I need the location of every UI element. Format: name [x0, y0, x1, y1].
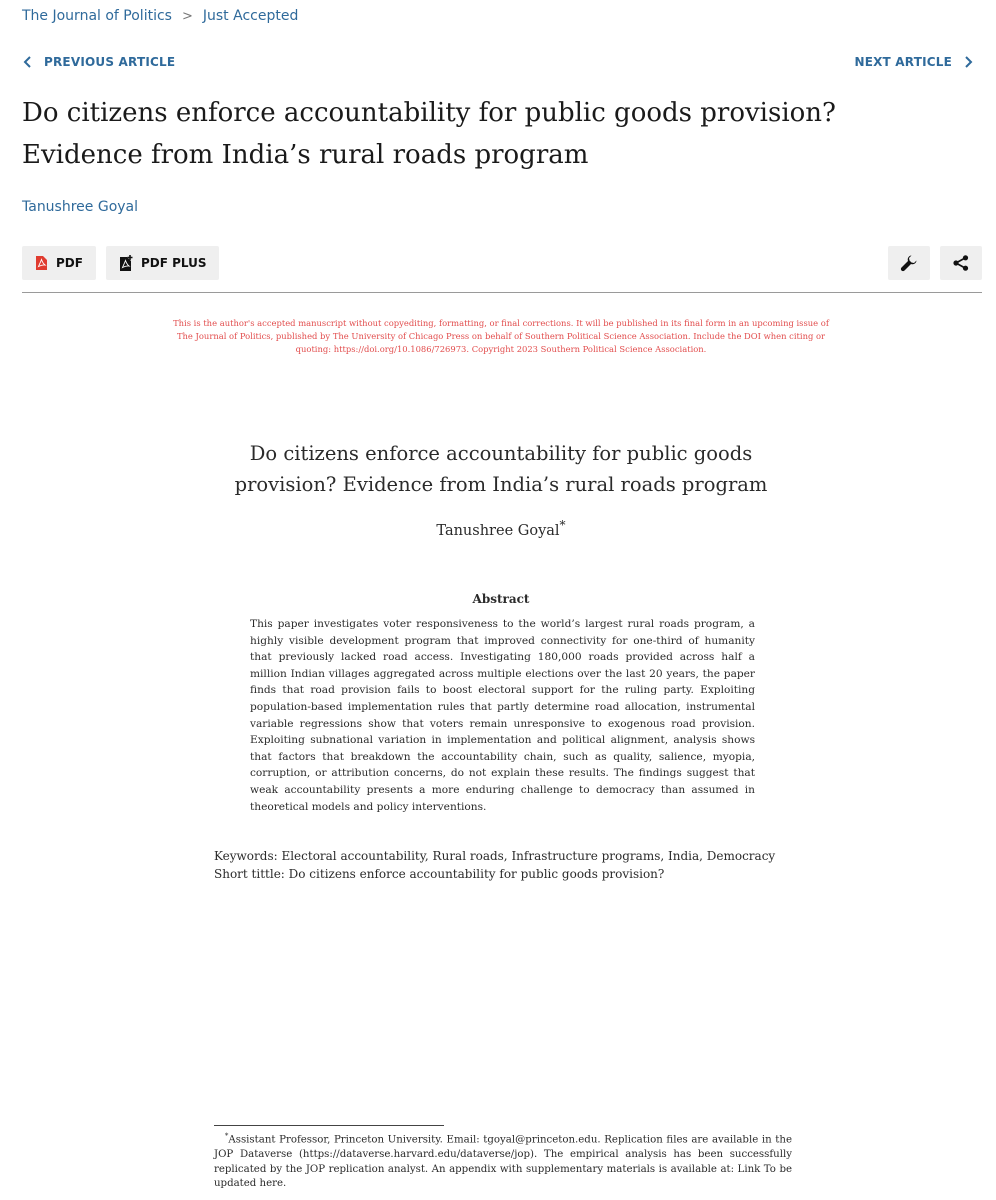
download-buttons: [22, 246, 219, 280]
paper-author-name: Tanushree Goyal: [436, 522, 560, 539]
chevron-left-icon: [22, 56, 34, 68]
share-button[interactable]: [940, 246, 982, 280]
article-title: Do citizens enforce accountability for public goods provision? Evidence from India’s rural roads program: [22, 98, 836, 170]
abstract-text: This paper investigates voter responsiveness to the world’s largest rural roads program, a highly visible development program that improved connectivity for one-third of humanity that previously lacked road access. Investigating 180,000 roads provided across half a million Indian villages aggregated across multiple elections over the last 20 years, the paper finds that road provision fails to boost electoral support for the ruling party. Exploiting population-based implementation rules that partly determine road allocation, instrumental variable regressions show that voters remain unresponsive to exogenous road provision. Exploiting subnational variation in implementation and political alignment, analysis shows that factors that breakdown the accountability chain, such as quality, salience, myopia, corruption, or attribution concerns, do not explain these results. The findings suggest that weak accountability presents a more enduring challenge to democracy than assumed in theoretical models and policy interventions.: [250, 618, 755, 813]
keywords-line: Keywords: Electoral accountability, Rural roads, Infrastructure programs, India, Democracy: [214, 849, 776, 863]
paper-title: Do citizens enforce accountability for public goods provision? Evidence from India’s rural roads program: [234, 442, 768, 496]
wrench-icon: [900, 254, 918, 272]
breadcrumb: [22, 8, 298, 24]
share-icon: [952, 254, 970, 272]
article-navigation: [22, 52, 974, 72]
pdf-plus-button-label: PDF PLUS: [140, 256, 207, 270]
tool-buttons: [888, 246, 982, 280]
next-article-link[interactable]: [854, 55, 974, 69]
footnote-rule: [214, 1125, 444, 1126]
pdf-button[interactable]: [22, 246, 96, 280]
toolbar-divider: [22, 292, 982, 293]
abstract-heading: Abstract: [472, 592, 530, 606]
paper-author-mark: *: [559, 518, 566, 532]
footnote-mark: *: [224, 1132, 229, 1140]
breadcrumb-just-accepted-link[interactable]: Just Accepted: [202, 8, 299, 24]
next-article-label: NEXT ARTICLE: [854, 55, 952, 69]
author-footnote: [214, 1129, 792, 1192]
tools-button[interactable]: [888, 246, 930, 280]
breadcrumb-separator: >: [181, 8, 193, 24]
chevron-right-icon: [962, 56, 974, 68]
paper-author: [200, 518, 802, 539]
footnote-text: Assistant Professor, Princeton University. Email: tgoyal@princeton.edu. Replication files are available in the JOP Dataverse (https://dataverse.harvard.edu/dataverse/jop). The empirical analysis has been successfully replicated by the JOP replication analyst. An appendix with supplementary materials is available at: Link To be updated here.: [214, 1134, 792, 1190]
keywords-block: [214, 847, 804, 883]
article-toolbar: [22, 246, 982, 280]
pdf-button-label: PDF: [56, 256, 83, 270]
article-author-link[interactable]: Tanushree Goyal: [22, 199, 139, 215]
breadcrumb-journal-link[interactable]: The Journal of Politics: [22, 8, 172, 24]
short-title-line: Short tittle: Do citizens enforce accountability for public goods provision?: [214, 867, 665, 881]
pdf-plus-icon: [119, 255, 133, 271]
pdf-icon: [35, 256, 48, 270]
previous-article-link[interactable]: [22, 55, 175, 69]
accepted-manuscript-notice: This is the author's accepted manuscript without copyediting, formatting, or final corrections. It will be published in its final form in an upcoming issue of The Journal of Politics, published by The University of Chicago Press on behalf of Southern Political Science Association. Include the DOI when citing or quoting: https://doi.org/10.1086/726973. Copyright 2023 Southern Political Science Association.: [173, 318, 829, 354]
pdf-plus-button[interactable]: [106, 246, 220, 280]
previous-article-label: PREVIOUS ARTICLE: [44, 55, 176, 69]
